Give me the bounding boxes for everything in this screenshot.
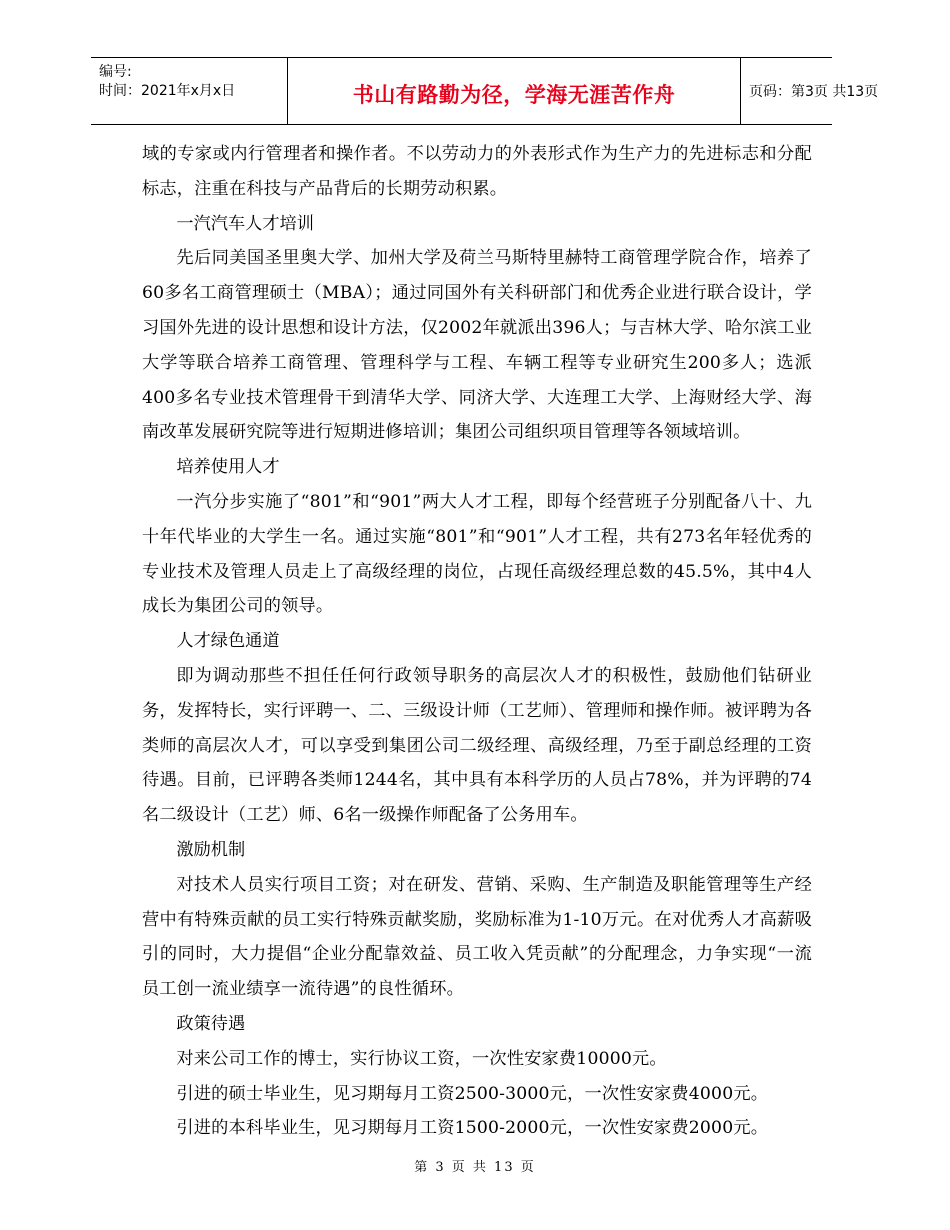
section-heading: 人才绿色通道	[176, 631, 280, 652]
body-paragraph: 即为调动那些不担任任何行政领导职务的高层次人才的积极性，鼓励他们钻研业务，发挥特长，实行评聘一、二、三级设计师（工艺师）、管理师和操作师。被评聘为各类师的高层次人才，可以享受到集团公司二级经理、高级经理，乃至于副总经理的工资待遇。目前，已评聘各类师1244名，其中具有本科学历的人员占78%，并为评聘的74名二级设计（工艺）师、6名一级操作师配备了公务用车。	[142, 665, 812, 826]
document-body	[142, 137, 812, 1146]
section-heading: 政策待遇	[176, 1013, 246, 1034]
header-motto-cell	[287, 58, 741, 124]
header-page-cell	[741, 58, 879, 124]
body-paragraph: 对来公司工作的博士，实行协议工资，一次性安家费10000元。	[176, 1048, 667, 1069]
document-number-label: 编号:	[99, 64, 132, 80]
document-date: 时间：2021年x月x日	[99, 83, 236, 99]
header-motto: 书山有路勤为径，学海无涯苦作舟	[352, 83, 676, 107]
section-heading: 一汽汽车人才培训	[176, 213, 314, 234]
header-meta-cell	[91, 58, 287, 124]
body-paragraph: 域的专家或内行管理者和操作者。不以劳动力的外表形式作为生产力的先进标志和分配标志，注重在科技与产品背后的长期劳动积累。	[142, 144, 812, 199]
page-header	[91, 57, 879, 125]
body-paragraph: 引进的本科毕业生，见习期每月工资1500-2000元，一次性安家费2000元。	[176, 1118, 769, 1139]
body-paragraph: 先后同美国圣里奥大学、加州大学及荷兰马斯特里赫特工商管理学院合作，培养了60多名工商管理硕士（MBA）；通过同国外有关科研部门和优秀企业进行联合设计，学习国外先进的设计思想和设计方法，仅2002年就派出396人；与吉林大学、哈尔滨工业大学等联合培养工商管理、管理科学与工程、车辆工程等专业研究生200多人；选派400多名专业技术管理骨干到清华大学、同济大学、大连理工大学、上海财经大学、海南改革发展研究院等进行短期进修培训；集团公司组织项目管理等各领域培训。	[142, 248, 812, 443]
section-heading: 激励机制	[176, 839, 246, 860]
body-paragraph: 引进的硕士毕业生，见习期每月工资2500-3000元，一次性安家费4000元。	[176, 1083, 769, 1104]
body-paragraph: 一汽分步实施了“801”和“901”两大人才工程，即每个经营班子分别配备八十、九十年代毕业的大学生一名。通过实施“801”和“901”人才工程，共有273名年轻优秀的专业技术及管理人员走上了高级经理的岗位，占现任高级经理总数的45.5%，其中4人成长为集团公司的领导。	[142, 491, 812, 617]
section-heading: 培养使用人才	[176, 457, 280, 478]
header-page-info: 页码：第3页 共13页	[749, 84, 879, 100]
page-footer: 第 3 页 共 13 页	[414, 1160, 536, 1175]
body-paragraph: 对技术人员实行项目工资；对在研发、营销、采购、生产制造及职能管理等生产经营中有特殊贡献的员工实行特殊贡献奖励，奖励标准为1-10万元。在对优秀人才高薪吸引的同时，大力提倡“企业分配靠效益、员工收入凭贡献”的分配理念，力争实现“一流员工创一流业绩享一流待遇”的良性循环。	[142, 874, 812, 1000]
